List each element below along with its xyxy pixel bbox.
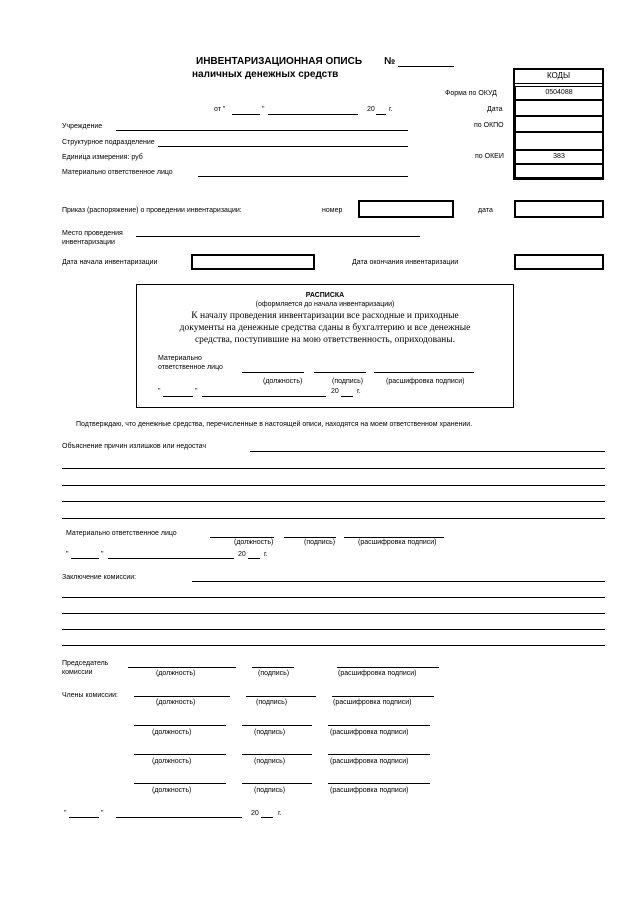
receipt-position-caption: (должность)	[263, 378, 303, 385]
member2-position-field[interactable]	[134, 725, 226, 726]
member4-signature-field[interactable]	[242, 783, 312, 784]
explanation-line-5[interactable]	[62, 518, 605, 519]
receipt-quote-open: "	[158, 388, 161, 395]
title-line2: наличных денежных средств	[192, 69, 339, 80]
end-label: Дата окончания инвентаризации	[352, 259, 459, 266]
receipt-year: 20	[331, 388, 339, 395]
members-label: Члены комиссии:	[62, 692, 119, 699]
member1-decode-caption: (расшифровка подписи)	[333, 699, 412, 706]
resp2-decode-caption: (расшифровка подписи)	[358, 539, 437, 546]
resp2-month-field[interactable]	[108, 558, 234, 559]
conclusion-line-5[interactable]	[62, 645, 605, 646]
end-input[interactable]	[514, 254, 604, 270]
chair-signature-caption: (подпись)	[258, 670, 290, 677]
okud-label: Форма по ОКУД	[445, 90, 497, 97]
date-from-label: от "	[214, 106, 226, 113]
chair-position-caption: (должность)	[156, 670, 196, 677]
member3-position-caption: (должность)	[152, 758, 192, 765]
member3-decode-caption: (расшифровка подписи)	[330, 758, 409, 765]
resp2-position-caption: (должность)	[234, 539, 274, 546]
chair-label-1: Председатель	[62, 660, 109, 667]
receipt-signature-field[interactable]	[314, 372, 366, 373]
member2-signature-caption: (подпись)	[254, 729, 286, 736]
conclusion-line-1[interactable]	[192, 581, 605, 582]
final-quote-open: "	[64, 810, 67, 817]
member2-decode-caption: (расшифровка подписи)	[330, 729, 409, 736]
institution-label: Учреждение	[62, 123, 103, 130]
member4-decode-field[interactable]	[328, 783, 430, 784]
explanation-line-1[interactable]	[250, 451, 605, 452]
receipt-text-2: документы на денежные средства сданы в бухгалтерию и все денежные	[179, 323, 471, 333]
extra-cell[interactable]	[515, 132, 603, 150]
date-quote: "	[262, 106, 265, 113]
month-field[interactable]	[268, 114, 358, 115]
chair-signature-field[interactable]	[252, 667, 294, 668]
member4-decode-caption: (расшифровка подписи)	[330, 787, 409, 794]
number-sign: №	[384, 56, 396, 67]
responsible-field[interactable]	[198, 176, 408, 177]
responsible-label: Материально ответственное лицо	[62, 169, 173, 176]
okpo-cell[interactable]	[515, 116, 603, 132]
chair-decode-field[interactable]	[337, 667, 439, 668]
receipt-day-field[interactable]	[163, 396, 193, 397]
member2-signature-field[interactable]	[242, 725, 312, 726]
conclusion-line-2[interactable]	[62, 597, 605, 598]
conclusion-line-4[interactable]	[62, 629, 605, 630]
receipt-text-3: средства, поступившие на мою ответственность, оприходованы.	[194, 335, 456, 345]
title-line1: ИНВЕНТАРИЗАЦИОННАЯ ОПИСЬ	[196, 56, 363, 67]
member2-decode-field[interactable]	[328, 725, 430, 726]
final-quote-close: "	[101, 810, 104, 817]
conclusion-line-3[interactable]	[62, 613, 605, 614]
member1-position-caption: (должность)	[156, 699, 196, 706]
resp2-decode-field[interactable]	[344, 537, 444, 538]
receipt-position-field[interactable]	[242, 372, 304, 373]
codes-divider	[515, 83, 603, 84]
receipt-text-1: К началу проведения инвентаризации все расходные и приходные	[191, 311, 459, 321]
unit-label: Единица измерения: руб	[62, 154, 143, 161]
member3-position-field[interactable]	[134, 754, 226, 755]
resp2-quote-open: "	[66, 551, 69, 558]
place-label-1: Место проведения	[62, 230, 123, 237]
day-field[interactable]	[232, 114, 260, 115]
year-suffix: г.	[389, 106, 393, 113]
final-year-field[interactable]	[261, 817, 273, 818]
member3-decode-field[interactable]	[328, 754, 430, 755]
receipt-resp-2: ответственное лицо	[158, 364, 223, 371]
final-day-field[interactable]	[69, 817, 99, 818]
order-number-label: номер	[322, 207, 343, 214]
final-g: г.	[278, 810, 282, 817]
resp2-year: 20	[238, 551, 246, 558]
okud-value: 0504088	[545, 89, 573, 96]
receipt-quote-close: "	[195, 388, 198, 395]
receipt-resp-1: Материально	[158, 355, 202, 362]
year-field[interactable]	[376, 114, 386, 115]
member3-signature-field[interactable]	[242, 754, 312, 755]
explanation-line-2[interactable]	[62, 468, 605, 469]
resp2-position-field[interactable]	[210, 537, 274, 538]
resp2-signature-caption: (подпись)	[304, 539, 336, 546]
final-year: 20	[251, 810, 259, 817]
codes-header: КОДЫ	[546, 71, 571, 80]
number-field[interactable]	[398, 66, 454, 67]
member3-signature-caption: (подпись)	[254, 758, 286, 765]
subdivision-label: Структурное подразделение	[62, 139, 155, 146]
date-label: Дата	[487, 106, 503, 113]
receipt-signature-caption: (подпись)	[332, 378, 364, 385]
explanation-line-3[interactable]	[62, 485, 605, 486]
member4-signature-caption: (подпись)	[254, 787, 286, 794]
chair-position-field[interactable]	[128, 667, 236, 668]
date-cell[interactable]	[515, 100, 603, 116]
okpo-label: по ОКПО	[474, 122, 504, 129]
receipt-decode-caption: (расшифровка подписи)	[386, 378, 465, 385]
explanation-line-4[interactable]	[62, 501, 605, 502]
place-field[interactable]	[136, 236, 420, 237]
member1-position-field[interactable]	[134, 696, 230, 697]
blank-cell[interactable]	[515, 164, 603, 178]
member2-position-caption: (должность)	[152, 729, 192, 736]
receipt-decode-field[interactable]	[374, 372, 474, 373]
order-date-label: дата	[478, 207, 493, 214]
conclusion-label: Заключение комиссии:	[62, 574, 137, 581]
member4-position-caption: (должность)	[152, 787, 192, 794]
explanation-label: Объяснение причин излишков или недостач	[62, 443, 207, 450]
confirm-text: Подтверждаю, что денежные средства, перечисленные в настоящей описи, находятся на моем ответственном хранении.	[76, 421, 473, 428]
receipt-month-field[interactable]	[202, 396, 326, 397]
place-label-2: инвентаризации	[62, 239, 115, 246]
start-input[interactable]	[191, 254, 315, 270]
start-label: Дата начала инвентаризации	[62, 259, 158, 266]
receipt-g: г.	[357, 388, 361, 395]
order-label: Приказ (распоряжение) о проведении инвентаризации:	[62, 207, 242, 214]
final-month-field[interactable]	[116, 817, 242, 818]
resp2-year-field[interactable]	[248, 558, 260, 559]
okei-label: по ОКЕИ	[475, 153, 504, 160]
chair-decode-caption: (расшифровка подписи)	[338, 670, 417, 677]
resp2-signature-field[interactable]	[284, 537, 336, 538]
resp2-label: Материально ответственное лицо	[66, 530, 177, 537]
member1-signature-field[interactable]	[246, 696, 316, 697]
receipt-title: РАСПИСКА	[305, 292, 345, 299]
resp2-quote-close: "	[101, 551, 104, 558]
resp2-day-field[interactable]	[71, 558, 99, 559]
chair-label-2: комиссии	[62, 669, 93, 676]
institution-field[interactable]	[116, 130, 408, 131]
receipt-subtitle: (оформляется до начала инвентаризации)	[255, 301, 395, 308]
member1-decode-field[interactable]	[332, 696, 434, 697]
resp2-g: г.	[264, 551, 268, 558]
member1-signature-caption: (подпись)	[256, 699, 288, 706]
receipt-year-field[interactable]	[341, 396, 353, 397]
order-number-input[interactable]	[358, 200, 454, 218]
subdivision-field[interactable]	[158, 146, 408, 147]
okei-value: 383	[553, 153, 565, 160]
member4-position-field[interactable]	[134, 783, 226, 784]
order-date-input[interactable]	[514, 200, 604, 218]
year-prefix: 20	[367, 106, 375, 113]
